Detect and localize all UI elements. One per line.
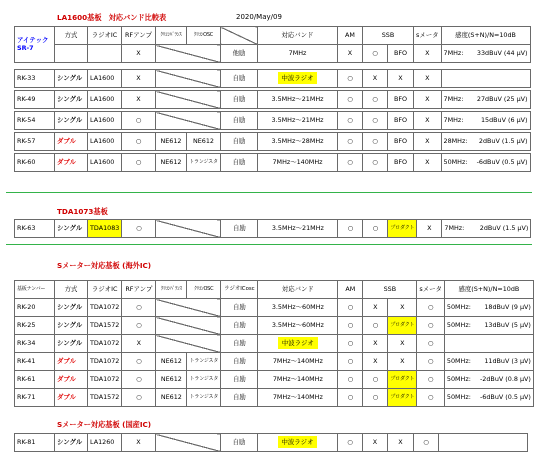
rf-amp: X	[122, 335, 156, 353]
rf-amp: ○	[122, 353, 156, 371]
am: ○	[338, 299, 363, 317]
board-id: RK-71	[15, 389, 55, 407]
ssb-2: プロダクト	[388, 389, 417, 407]
header-crystal-balance: ｸﾘｺﾝﾊﾞﾗﾝｽ	[156, 27, 187, 45]
mode: シングル	[55, 70, 88, 88]
ssb-2: X	[388, 70, 414, 88]
table-row	[15, 112, 531, 130]
am: ○	[338, 70, 363, 88]
section-divider	[6, 244, 532, 245]
header-am: AM	[338, 281, 363, 299]
ssb-1: ○	[363, 112, 388, 130]
document-date: 2020/May/09	[236, 13, 282, 21]
sensitivity	[444, 335, 533, 353]
band: 3.5MHz～28MHz	[258, 133, 338, 151]
board-id: RK-54	[15, 112, 55, 130]
band: 7MHz～140MHz	[258, 389, 338, 407]
smeter: X	[414, 91, 442, 109]
header-mode: 方式	[55, 281, 88, 299]
header-radio-ic-osc: ラジオICosc	[221, 281, 258, 299]
band: 3.5MHz～21MHz	[258, 112, 338, 130]
sens-value: 11dBuV (3 μV)	[484, 357, 531, 366]
blank-slash	[156, 434, 221, 452]
header-ssb: SSB	[363, 281, 417, 299]
section2-title: TDA1073基板	[57, 207, 108, 216]
table-row	[15, 299, 534, 317]
section1-title: LA1600基板 対応バンド比較表	[57, 13, 167, 22]
ssb-2: BFO	[388, 91, 414, 109]
ssb-2: プロダクト	[388, 317, 417, 335]
blank-slash	[156, 299, 221, 317]
rf-amp: ○	[122, 317, 156, 335]
board-id: RK-57	[15, 133, 55, 151]
rf-amp: X	[122, 70, 156, 88]
ssb-1: ○	[363, 154, 388, 172]
ssb-2: プロダクト	[388, 371, 417, 389]
sens-value: 13dBuV (5 μV)	[484, 321, 531, 330]
header-board-number: 基板ナンバー	[15, 281, 55, 299]
table-row	[15, 389, 534, 407]
smeter: ○	[417, 371, 445, 389]
board-id: RK-25	[15, 317, 55, 335]
table-header-row	[15, 27, 531, 45]
band: 7MHz～140MHz	[258, 371, 338, 389]
ssb-1: ○	[363, 371, 388, 389]
smeter: X	[414, 70, 442, 88]
section3-title: Sメーター対応基板 (海外IC)	[57, 261, 152, 270]
radio-ic: TDA1072	[88, 353, 122, 371]
ssb-1: X	[363, 299, 388, 317]
board-id: RK-61	[15, 371, 55, 389]
header-radio-ic: ラジオIC	[88, 281, 122, 299]
band	[258, 70, 338, 88]
mode: ダブル	[55, 389, 88, 407]
ssb-2: BFO	[388, 112, 414, 130]
header-radio-ic: ラジオIC	[88, 27, 122, 45]
band-highlight: 中波ラジオ	[278, 436, 318, 448]
radio-ic-osc: 自励	[221, 353, 258, 371]
sens-label: 7MHz:	[443, 49, 464, 58]
band	[258, 434, 338, 452]
board-id: RK-20	[15, 299, 55, 317]
am: ○	[338, 91, 363, 109]
table-la1600	[14, 26, 531, 172]
sens-label: 28MHz:	[443, 137, 468, 146]
ssb-1: ○	[363, 389, 388, 407]
mode: ダブル	[55, 133, 88, 151]
sensitivity	[441, 154, 530, 172]
radio-ic: TDA1572	[88, 389, 122, 407]
am: ○	[338, 154, 363, 172]
table-row	[15, 317, 534, 335]
ssb-1: X	[363, 70, 388, 88]
radio-ic-osc: 自励	[221, 371, 258, 389]
ssb-2: BFO	[388, 154, 414, 172]
blank-slash	[156, 220, 221, 238]
table-row	[15, 70, 531, 88]
table-smeter-overseas	[14, 280, 534, 407]
radio-ic: LA1600	[88, 91, 122, 109]
sensitivity	[444, 353, 533, 371]
radio-ic: TDA1572	[88, 317, 122, 335]
header-band: 対応バンド	[258, 281, 338, 299]
rf-amp: ○	[122, 133, 156, 151]
smeter: ○	[417, 353, 445, 371]
crystal-balance: NE612	[156, 154, 187, 172]
sens-label: 50MHz:	[446, 357, 471, 366]
mode: シングル	[55, 335, 88, 353]
board-id: RK-34	[15, 335, 55, 353]
header-crystal-balance: ｸﾘｺﾝﾊﾞﾗﾝｽ	[156, 281, 187, 299]
sensitivity	[444, 317, 533, 335]
brand-name: アイテック	[17, 35, 49, 44]
table-row	[15, 371, 534, 389]
section4-title: Sメーター対応基板 (国産IC)	[57, 420, 152, 429]
crystal-balance: NE612	[156, 371, 187, 389]
blank-slash	[156, 317, 221, 335]
crystal-osc: トランジスタ	[187, 353, 221, 371]
ref-slash	[156, 45, 221, 63]
smeter: ○	[414, 434, 439, 452]
sens-value: 18dBuV (9 μV)	[484, 303, 531, 312]
sensitivity	[441, 91, 530, 109]
smeter: X	[417, 220, 442, 238]
table-row	[15, 45, 531, 63]
band-highlight: 中波ラジオ	[278, 72, 318, 84]
blank-slash	[156, 335, 221, 353]
sensitivity	[444, 299, 533, 317]
smeter: ○	[417, 317, 445, 335]
crystal-osc: トランジスタ	[187, 371, 221, 389]
am: ○	[338, 112, 363, 130]
radio-ic: TDA1072	[88, 371, 122, 389]
ref-ssb2: BFO	[388, 45, 414, 63]
radio-ic-osc: 自励	[221, 91, 258, 109]
band-highlight: 中波ラジオ	[278, 337, 318, 349]
radio-ic: TDA1072	[88, 335, 122, 353]
ref-ic	[88, 45, 122, 63]
header-am: AM	[338, 27, 363, 45]
sens-value: -6dBuV (0.5 μV)	[480, 393, 531, 402]
blank-slash	[156, 112, 221, 130]
ssb-1: X	[363, 335, 388, 353]
smeter: X	[414, 154, 442, 172]
board-id: RK-60	[15, 154, 55, 172]
table-tda1073	[14, 219, 531, 238]
band	[258, 335, 338, 353]
band: 3.5MHz～21MHz	[258, 220, 338, 238]
mode: シングル	[55, 220, 88, 238]
board-id: RK-81	[15, 434, 55, 452]
sensitivity	[441, 70, 530, 88]
ref-osc: 他励	[221, 45, 258, 63]
rf-amp: X	[122, 434, 156, 452]
am: ○	[338, 434, 363, 452]
radio-ic: LA1600	[88, 70, 122, 88]
radio-ic-osc: 自励	[221, 154, 258, 172]
sens-label: 7MHz:	[443, 95, 464, 104]
radio-ic-osc: 自励	[221, 133, 258, 151]
band: 3.5MHz～60MHz	[258, 299, 338, 317]
radio-ic: LA1600	[88, 154, 122, 172]
sens-label: 50MHz:	[446, 393, 471, 402]
ssb-2: X	[388, 434, 414, 452]
radio-ic: LA1600	[88, 112, 122, 130]
ssb-1: ○	[363, 220, 388, 238]
table-header-row	[15, 281, 534, 299]
ref-rf: X	[122, 45, 156, 63]
radio-ic-osc: 自励	[221, 112, 258, 130]
header-ssb: SSB	[363, 27, 414, 45]
mode: ダブル	[55, 371, 88, 389]
am: ○	[338, 133, 363, 151]
band: 3.5MHz～60MHz	[258, 317, 338, 335]
sens-value: 33dBuV (44 μV)	[476, 49, 528, 58]
crystal-balance: NE612	[156, 353, 187, 371]
header-smeter: sメータ	[414, 27, 442, 45]
radio-ic-osc: 自励	[221, 317, 258, 335]
radio-ic-osc: 自励	[221, 434, 258, 452]
ref-am: X	[338, 45, 363, 63]
smeter: ○	[417, 335, 445, 353]
table-row	[15, 133, 531, 151]
sensitivity	[444, 371, 533, 389]
band: 7MHz～140MHz	[258, 154, 338, 172]
header-crystal-osc: ｸﾘｺﾝOSC	[187, 27, 221, 45]
header-mode: 方式	[55, 27, 88, 45]
sensitivity	[444, 389, 533, 407]
radio-ic: LA1260	[88, 434, 122, 452]
ref-ssb1: ○	[363, 45, 388, 63]
table-row	[15, 353, 534, 371]
am: ○	[338, 353, 363, 371]
table-row	[15, 154, 531, 172]
ssb-1: ○	[363, 133, 388, 151]
sens-label: 50MHz:	[443, 158, 468, 167]
sens-value: 15dBuV (6 μV)	[480, 116, 528, 125]
smeter: ○	[417, 299, 445, 317]
rf-amp: ○	[122, 389, 156, 407]
band: 3.5MHz～21MHz	[258, 91, 338, 109]
smeter: X	[414, 112, 442, 130]
rf-amp: ○	[122, 220, 156, 238]
board-id: RK-49	[15, 91, 55, 109]
ssb-1: ○	[363, 317, 388, 335]
radio-ic-osc: 自励	[221, 70, 258, 88]
ref-smeter: X	[414, 45, 442, 63]
board-id: RK-63	[15, 220, 55, 238]
ref-sensitivity	[441, 45, 530, 63]
am: ○	[338, 335, 363, 353]
sens-label: 50MHz:	[446, 375, 471, 384]
header-crystal-osc: ｸﾘｺﾝOSC	[187, 281, 221, 299]
section-divider	[6, 192, 532, 193]
blank-slash	[156, 70, 221, 88]
am: ○	[338, 389, 363, 407]
sens-label: 7MHz:	[444, 224, 465, 233]
header-band: 対応バンド	[258, 27, 338, 45]
band: 7MHz～140MHz	[258, 353, 338, 371]
radio-ic: LA1600	[88, 133, 122, 151]
header-sensitivity: 感度(S+N)/N=10dB	[441, 27, 530, 45]
ssb-2: X	[388, 335, 417, 353]
board-id: RK-41	[15, 353, 55, 371]
crystal-osc: トランジスタ	[187, 154, 221, 172]
ssb-2: BFO	[388, 133, 414, 151]
header-rf-amp: RFアンプ	[122, 27, 156, 45]
sensitivity	[442, 220, 531, 238]
ssb-1: X	[363, 434, 388, 452]
sensitivity	[441, 133, 530, 151]
ssb-2: X	[388, 299, 417, 317]
sensitivity	[441, 112, 530, 130]
sens-value: 2dBuV (1.5 μV)	[478, 137, 528, 146]
am: ○	[338, 317, 363, 335]
sens-label: 50MHz:	[446, 321, 471, 330]
header-brand	[15, 27, 55, 63]
rf-amp: ○	[122, 299, 156, 317]
sens-value: 27dBuV (25 μV)	[476, 95, 528, 104]
table-row	[15, 91, 531, 109]
radio-ic: TDA1083	[88, 220, 122, 238]
mode: シングル	[55, 91, 88, 109]
header-blank-cell	[221, 27, 258, 45]
header-sensitivity: 感度(S+N)/N=10dB	[444, 281, 533, 299]
table-row	[15, 220, 531, 238]
table-smeter-domestic	[14, 433, 528, 452]
ref-mode	[55, 45, 88, 63]
mode: シングル	[55, 112, 88, 130]
am: ○	[338, 220, 363, 238]
mode: ダブル	[55, 353, 88, 371]
radio-ic-osc: 自励	[221, 389, 258, 407]
sens-value: -2dBuV (0.8 μV)	[480, 375, 531, 384]
crystal-osc: トランジスタ	[187, 389, 221, 407]
rf-amp: ○	[122, 371, 156, 389]
sens-value: 2dBuV (1.5 μV)	[479, 224, 529, 233]
sens-label: 7MHz:	[443, 116, 464, 125]
radio-ic: TDA1072	[88, 299, 122, 317]
ssb-2: プロダクト	[388, 220, 417, 238]
mode: シングル	[55, 317, 88, 335]
table-row	[15, 335, 534, 353]
mode: シングル	[55, 434, 88, 452]
sensitivity	[439, 434, 528, 452]
table-row	[15, 434, 528, 452]
ssb-1: X	[363, 353, 388, 371]
brand-model: SR-7	[17, 43, 34, 52]
ref-band: 7MHz	[258, 45, 338, 63]
rf-amp: ○	[122, 154, 156, 172]
mode: シングル	[55, 299, 88, 317]
rf-amp: X	[122, 91, 156, 109]
spacer-row	[15, 63, 531, 70]
crystal-balance: NE612	[156, 389, 187, 407]
sens-value: -6dBuV (0.5 μV)	[476, 158, 528, 167]
radio-ic-osc: 自励	[221, 335, 258, 353]
board-id: RK-33	[15, 70, 55, 88]
smeter: X	[414, 133, 442, 151]
ssb-1: ○	[363, 91, 388, 109]
am: ○	[338, 371, 363, 389]
blank-slash	[156, 91, 221, 109]
header-rf-amp: RFアンプ	[122, 281, 156, 299]
ssb-2: X	[388, 353, 417, 371]
mode: ダブル	[55, 154, 88, 172]
smeter: ○	[417, 389, 445, 407]
header-smeter: sメータ	[417, 281, 445, 299]
sens-label: 50MHz:	[446, 303, 471, 312]
crystal-osc: NE612	[187, 133, 221, 151]
crystal-balance: NE612	[156, 133, 187, 151]
radio-ic-osc: 自励	[221, 220, 258, 238]
rf-amp: ○	[122, 112, 156, 130]
radio-ic-osc: 自励	[221, 299, 258, 317]
